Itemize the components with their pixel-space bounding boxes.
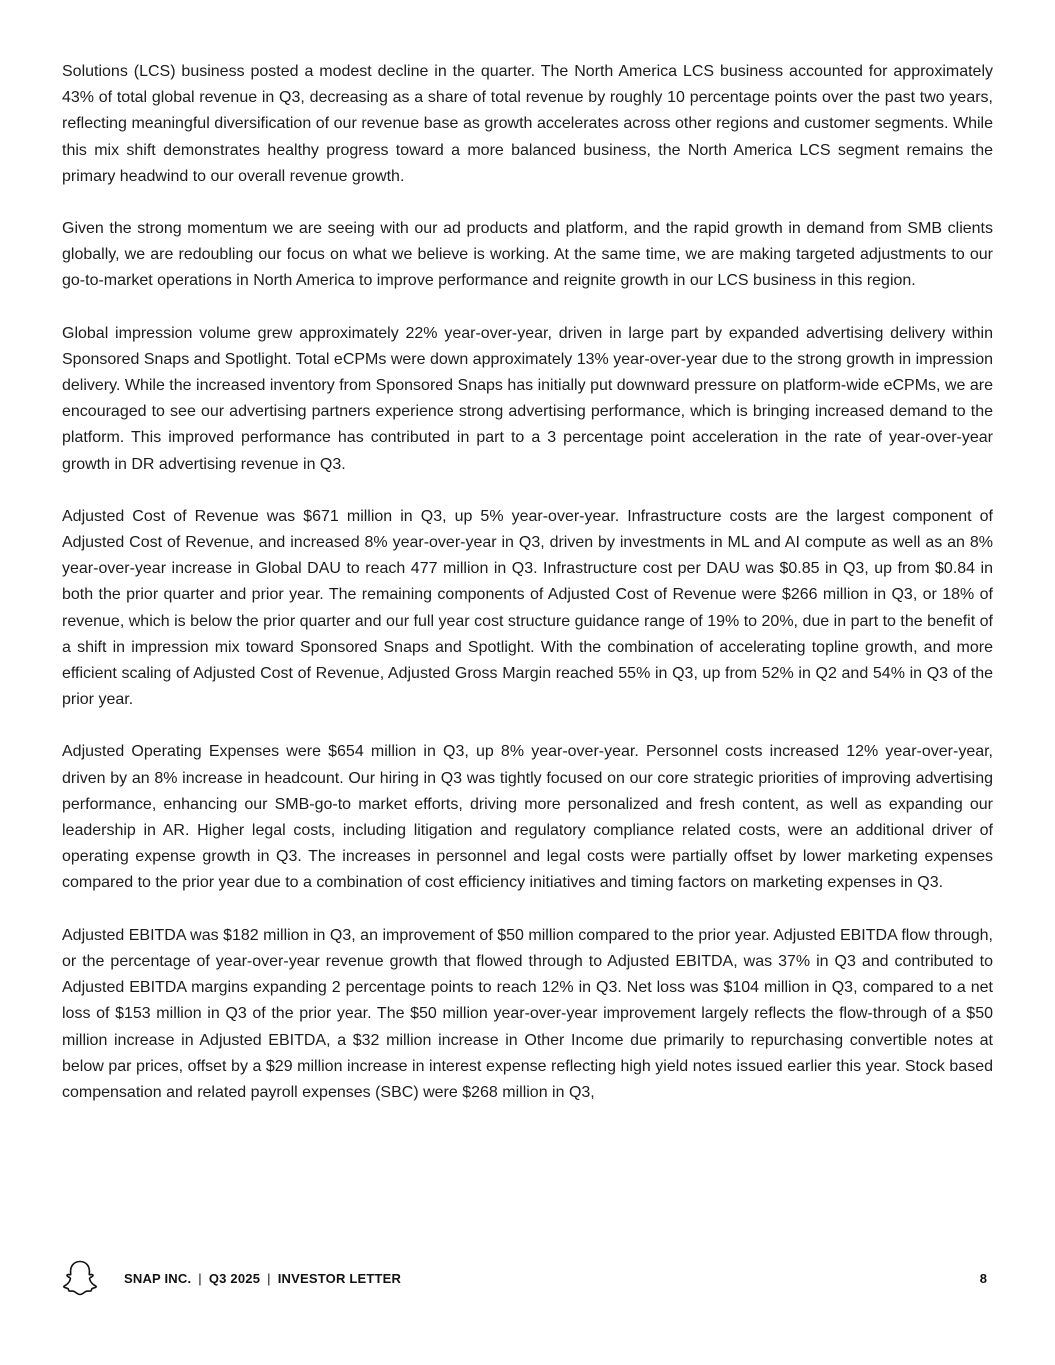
ghost-logo-icon	[62, 1259, 98, 1297]
page-footer	[62, 1258, 993, 1298]
paragraph-lcs-decline: Solutions (LCS) business posted a modest decline in the quarter. The North America LCS business accounted for approximately 43% of total global revenue in Q3, decreasing as a share of total revenue by roughly 10 percentage points over the past two years, reflecting meaningful diversification of our revenue base as growth accelerates across other regions and customer segments. While this mix shift demonstrates healthy progress toward a more balanced business, the North America LCS segment remains the primary headwind to our overall revenue growth.	[62, 63, 993, 185]
paragraph-impressions: Global impression volume grew approximately 22% year-over-year, driven in large part by expanded advertising delivery within Sponsored Snaps and Spotlight. Total eCPMs were down approximately 13% year-over-year due to the strong growth in impression delivery. While the increased inventory from Sponsored Snaps has initially put downward pressure on platform-wide eCPMs, we are encouraged to see our advertising partners experience strong advertising performance, which is bringing increased demand to the platform. This improved performance has contributed in part to a 3 percentage point acceleration in the rate of year-over-year growth in DR advertising revenue in Q3.	[62, 324, 993, 473]
paragraph-momentum: Given the strong momentum we are seeing with our ad products and platform, and the rapid growth in demand from SMB clients globally, we are redoubling our focus on what we believe is working. At the same time, we are making targeted adjustments to our go-to-market operations in North America to improve performance and reignite growth in our LCS business in this region.	[62, 220, 993, 290]
letter-body	[62, 59, 993, 1132]
footer-separator: |	[198, 1270, 202, 1286]
page-number: 8	[979, 1270, 987, 1286]
company-name: SNAP INC.	[124, 1270, 192, 1286]
document-title: INVESTOR LETTER	[277, 1270, 402, 1286]
footer-separator: |	[267, 1270, 271, 1286]
paragraph-cost-of-revenue: Adjusted Cost of Revenue was $671 million in Q3, up 5% year-over-year. Infrastructure costs are the largest component of Adjusted Cost of Revenue, and increased 8% year-over-year in Q3, driven by investments in ML and AI compute as well as an 8% year-over-year increase in Global DAU to reach 477 million in Q3. Infrastructure cost per DAU was $0.85 in Q3, up from $0.84 in both the prior quarter and prior year. The remaining components of Adjusted Cost of Revenue were $266 million in Q3, or 18% of revenue, which is below the prior quarter and our full year cost structure guidance range of 19% to 20%, due in part to the benefit of a shift in impression mix toward Sponsored Snaps and Spotlight. With the combination of accelerating topline growth, and more efficient scaling of Adjusted Cost of Revenue, Adjusted Gross Margin reached 55% in Q3, up from 52% in Q2 and 54% in Q3 of the prior year.	[62, 507, 993, 709]
report-period: Q3 2025	[208, 1270, 261, 1286]
footer-title	[124, 1271, 401, 1286]
paragraph-adjusted-ebitda: Adjusted EBITDA was $182 million in Q3, an improvement of $50 million compared to the prior year. Adjusted EBITDA flow through, or the percentage of year-over-year revenue growth that flowed through to Adjusted EBITDA, was 37% in Q3 and contributed to Adjusted EBITDA margins expanding 2 percentage points to reach 12% in Q3. Net loss was $104 million in Q3, compared to a net loss of $153 million in Q3 of the prior year. The $50 million year-over-year improvement largely reflects the flow-through of a $50 million increase in Adjusted EBITDA, a $32 million increase in Other Income due primarily to repurchasing convertible notes at below par prices, offset by a $29 million increase in interest expense reflecting high yield notes issued earlier this year. Stock based compensation and related payroll expenses (SBC) were $268 million in Q3,	[62, 926, 993, 1101]
paragraph-operating-expenses: Adjusted Operating Expenses were $654 million in Q3, up 8% year-over-year. Personnel costs increased 12% year-over-year, driven by an 8% increase in headcount. Our hiring in Q3 was tightly focused on our core strategic priorities of improving advertising performance, enhancing our SMB-go-to market efforts, driving more personalized and fresh content, as well as expanding our leadership in AR. Higher legal costs, including litigation and regulatory compliance related costs, were an additional driver of operating expense growth in Q3. The increases in personnel and legal costs were partially offset by lower marketing expenses compared to the prior year due to a combination of cost efficiency initiatives and timing factors on marketing expenses in Q3.	[62, 743, 993, 892]
